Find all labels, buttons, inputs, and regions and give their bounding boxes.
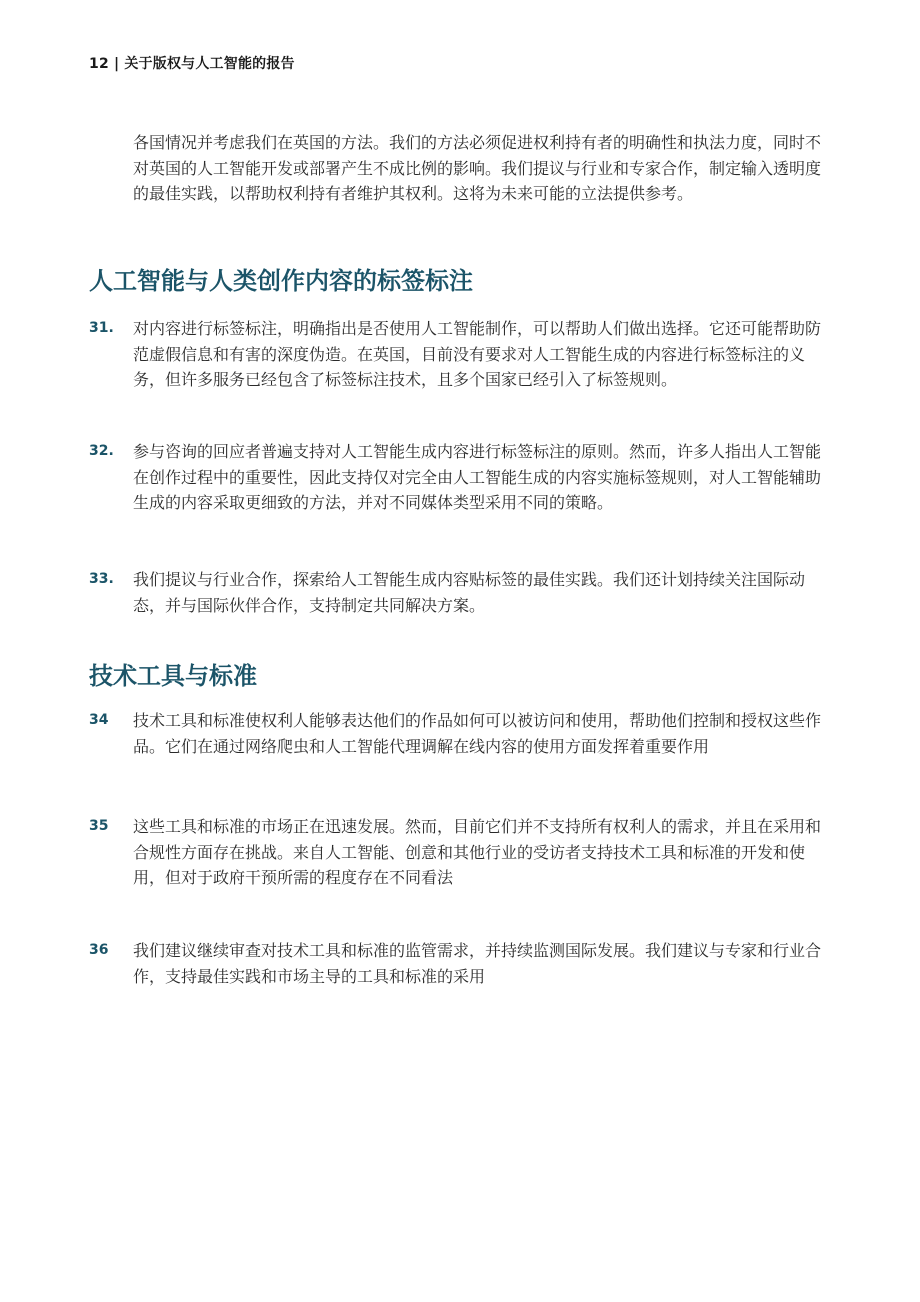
page-header: 12 | 关于版权与人工智能的报告: [89, 56, 295, 72]
item-number: 32.: [89, 443, 114, 459]
item-number: 33.: [89, 571, 114, 587]
item-text: 技术工具和标准使权利人能够表达他们的作品如何可以被访问和使用，帮助他们控制和授权这些作品。它们在通过网络爬虫和人工智能代理调解在线内容的使用方面发挥着重要作用: [133, 711, 822, 756]
item-text: 我们建议继续审查对技术工具和标准的监管需求，并持续监测国际发展。我们建议与专家和行业合作，支持最佳实践和市场主导的工具和标准的采用: [133, 941, 822, 986]
section-title-labelling: 人工智能与人类创作内容的标签标注: [89, 267, 473, 295]
item-number: 36: [89, 942, 109, 958]
item-text: 对内容进行标签标注，明确指出是否使用人工智能制作，可以帮助人们做出选择。它还可能帮助防范虚假信息和有害的深度伪造。在英国，目前没有要求对人工智能生成的内容进行标签标注的义务，但许多服务已经包含了标签标注技术，且多个国家已经引入了标签规则。: [133, 319, 822, 389]
item-text: 我们提议与行业合作，探索给人工智能生成内容贴标签的最佳实践。我们还计划持续关注国际动态，并与国际伙伴合作，支持制定共同解决方案。: [133, 570, 806, 615]
item-text: 这些工具和标准的市场正在迅速发展。然而，目前它们并不支持所有权利人的需求，并且在采用和合规性方面存在挑战。来自人工智能、创意和其他行业的受访者支持技术工具和标准的开发和使用，但对于政府干预所需的程度存在不同看法: [133, 817, 822, 887]
item-number: 34: [89, 712, 109, 728]
item-text: 参与咨询的回应者普遍支持对人工智能生成内容进行标签标注的原则。然而，许多人指出人工智能在创作过程中的重要性，因此支持仅对完全由人工智能生成的内容实施标签规则，对人工智能辅助生成的内容采取更细致的方法，并对不同媒体类型采用不同的策略。: [133, 442, 822, 512]
item-number: 35: [89, 818, 109, 834]
item-number: 31.: [89, 320, 114, 336]
intro-paragraph: 各国情况并考虑我们在英国的方法。我们的方法必须促进权利持有者的明确性和执法力度，同时不对英国的人工智能开发或部署产生不成比例的影响。我们提议与行业和专家合作，制定输入透明度的最佳实践，以帮助权利持有者维护其权利。这将为未来可能的立法提供参考。: [133, 133, 822, 203]
section-title-tools-standards: 技术工具与标准: [89, 662, 257, 690]
